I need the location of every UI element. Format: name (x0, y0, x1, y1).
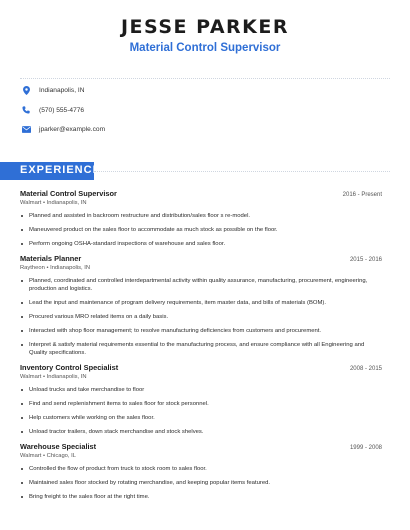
job-entry (20, 442, 382, 501)
job-company: Walmart (20, 200, 42, 206)
job-dates: 2008 - 2015 (349, 366, 382, 372)
candidate-title: Material Control Supervisor (129, 42, 281, 54)
contact-phone (20, 101, 390, 121)
job-dates: 2015 - 2016 (349, 257, 382, 263)
list-item: Interpret & satisfy material requirements essential to the manufacturing process, and ensure compliance with all Engineering and Quality specifications. (20, 341, 382, 357)
list-item: Lead the input and maintenance of program delivery requirements, item master data, and bills of materials (BOM). (20, 299, 382, 307)
list-item: Unload tractor trailers, down stack merchandise and stock shelves. (20, 428, 382, 436)
section-divider (94, 171, 390, 172)
list-item: Help customers while working on the sales floor. (20, 414, 382, 422)
candidate-name: JESSE PARKER (120, 16, 289, 38)
list-item: Bring freight to the sales floor at the right time. (20, 493, 382, 501)
job-location: Indianapolis, IN (46, 200, 87, 206)
contact-email (20, 120, 390, 140)
phone-icon (21, 105, 31, 115)
job-entry (20, 189, 382, 248)
job-title: Materials Planner (20, 254, 82, 263)
job-location: Indianapolis, IN (46, 374, 87, 380)
job-meta: Walmart • Chicago, IL (20, 453, 76, 459)
experience-heading: EXPERIENCE (20, 164, 101, 176)
experience-list (20, 189, 382, 507)
job-meta: Raytheon • Indianapolis, IN (20, 265, 91, 271)
job-company: Walmart (20, 453, 42, 459)
list-item: Interacted with shop floor management; to resolve manufacturing deficiencies from customers and procurement. (20, 327, 382, 335)
list-item: Procured various MRO related items on a daily basis. (20, 313, 382, 321)
list-item: Maneuvered product on the sales floor to accommodate as much stock as possible on the floor. (20, 226, 382, 234)
job-company: Walmart (20, 374, 42, 380)
job-entry (20, 254, 382, 357)
resume-header (0, 16, 410, 54)
contact-location (20, 81, 390, 101)
phone-text: (570) 555-4776 (39, 106, 85, 114)
list-item: Planned and assisted in backroom restructure and distribution/sales floor s re-model. (20, 212, 382, 220)
contact-info (20, 78, 390, 140)
list-item: Controlled the flow of product from truck to stock room to sales floor. (20, 465, 382, 473)
job-title: Material Control Supervisor (20, 189, 117, 198)
email-icon (21, 125, 31, 135)
list-item: Planned, coordinated and controlled interdepartmental activity within quality assurance, manufacturing, procurement, engineering, production and logistics. (20, 277, 382, 293)
list-item: Unload trucks and take merchandise to floor (20, 386, 382, 394)
job-location: Chicago, IL (46, 453, 76, 459)
job-entry (20, 363, 382, 436)
job-meta: Walmart • Indianapolis, IN (20, 374, 87, 380)
job-title: Inventory Control Specialist (20, 363, 119, 372)
map-pin-icon (21, 86, 31, 96)
job-location: Indianapolis, IN (50, 265, 91, 271)
job-company: Raytheon (20, 265, 45, 271)
list-item: Maintained sales floor stocked by rotating merchandise, and keeping popular items featured. (20, 479, 382, 487)
list-item: Find and send replenishment items to sales floor for stock personnel. (20, 400, 382, 408)
job-title: Warehouse Specialist (20, 442, 97, 451)
location-text: Indianapolis, IN (39, 87, 85, 95)
list-item: Perform ongoing OSHA-standard inspections of warehouse and sales floor. (20, 240, 382, 248)
job-dates: 2016 - Present (342, 192, 382, 198)
email-text: jparker@example.com (39, 126, 106, 134)
job-dates: 1999 - 2008 (349, 445, 382, 451)
job-meta: Walmart • Indianapolis, IN (20, 200, 87, 206)
